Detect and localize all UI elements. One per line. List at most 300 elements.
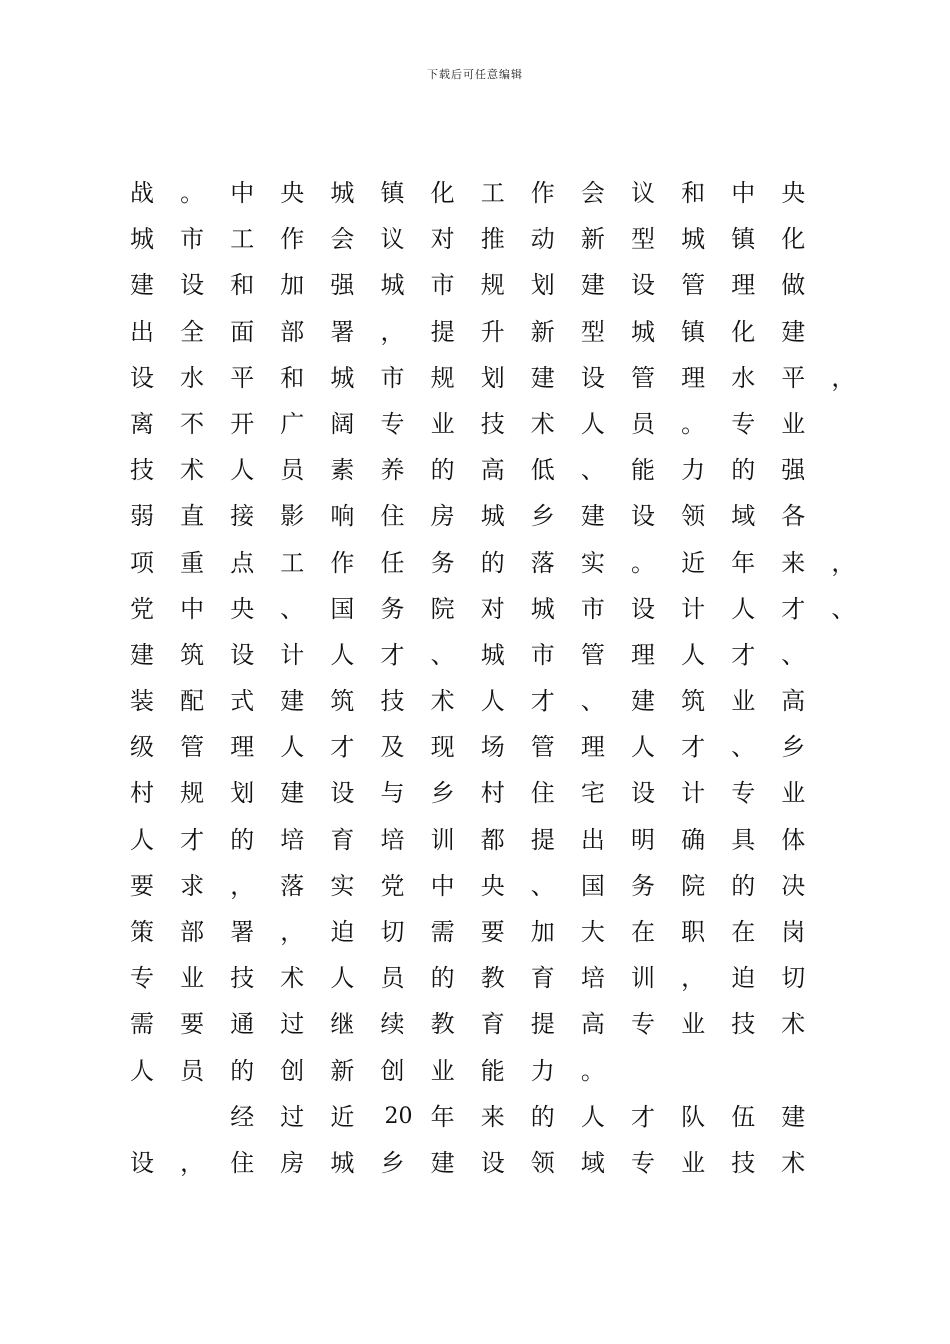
text-char: 术 <box>280 964 305 993</box>
text-char: 和 <box>681 179 706 207</box>
text-char: 。 <box>580 1056 605 1085</box>
text-char: 理 <box>731 271 756 300</box>
text-char: 对 <box>430 225 455 254</box>
text-char: 经 <box>230 1102 255 1131</box>
text-char: 央 <box>480 871 505 900</box>
text-char: 人 <box>580 1102 605 1131</box>
text-char: 、 <box>781 640 806 669</box>
text-char: 来 <box>781 548 806 577</box>
text-char: 市 <box>530 640 555 669</box>
text-char: 设 <box>631 502 655 531</box>
text-char: 设 <box>330 779 355 808</box>
text-char: 需 <box>430 918 455 946</box>
text-char: 落 <box>280 871 305 900</box>
text-char: 城 <box>330 179 355 207</box>
text-char: 城 <box>631 317 655 346</box>
text-char: 提 <box>430 317 455 346</box>
text-char: 中 <box>430 871 455 900</box>
text-char: 镇 <box>731 225 756 254</box>
text-line <box>128 170 848 216</box>
text-char: 策 <box>130 918 154 946</box>
text-char: 镇 <box>681 317 706 346</box>
text-char: 技 <box>230 964 255 993</box>
text-char: 的 <box>731 456 756 485</box>
text-char: 创 <box>280 1056 305 1085</box>
text-char: 署 <box>230 918 255 946</box>
text-char: 才 <box>380 640 405 669</box>
text-char: 员 <box>280 456 305 485</box>
text-char: 点 <box>230 548 255 577</box>
text-char: 和 <box>230 271 255 300</box>
text-char: 、 <box>280 594 305 623</box>
text-char: 才 <box>781 594 806 623</box>
text-char: 员 <box>631 409 655 438</box>
text-char: 确 <box>681 825 706 854</box>
text-line <box>128 401 848 447</box>
text-char: 设 <box>631 779 655 808</box>
text-char: 人 <box>330 640 355 669</box>
text-char: 市 <box>380 363 405 392</box>
text-char: 强 <box>330 271 355 300</box>
text-char: 央 <box>280 179 305 207</box>
text-char: 才 <box>731 640 756 669</box>
text-char: 推 <box>480 225 505 254</box>
text-line <box>128 724 848 770</box>
text-char: 城 <box>480 502 505 531</box>
text-char: 岗 <box>781 918 806 946</box>
text-char: 建 <box>580 502 605 531</box>
text-char: 人 <box>580 409 605 438</box>
text-char: 影 <box>280 502 305 531</box>
text-char: 与 <box>380 779 405 808</box>
text-char: 化 <box>731 317 756 346</box>
text-char: 计 <box>681 594 706 623</box>
text-char: 技 <box>480 409 505 438</box>
text-char: 人 <box>130 825 154 854</box>
text-char: 人 <box>731 594 756 623</box>
text-char: 素 <box>330 456 355 485</box>
text-char: 宅 <box>580 779 605 808</box>
text-char: 重 <box>180 548 205 577</box>
text-char: 年 <box>430 1102 455 1131</box>
text-char: 力 <box>530 1056 555 1085</box>
text-char: 升 <box>480 317 505 346</box>
text-char: 党 <box>380 871 405 900</box>
text-char: 村 <box>480 779 505 808</box>
text-char: 和 <box>280 363 305 392</box>
text-char: 要 <box>180 1010 205 1039</box>
text-char: 平 <box>781 363 806 392</box>
text-char: 人 <box>631 733 655 762</box>
text-char: 划 <box>480 363 505 392</box>
text-char: 的 <box>731 871 756 900</box>
text-line <box>128 817 848 863</box>
text-char: 大 <box>580 918 605 946</box>
text-char: 迫 <box>731 964 756 993</box>
text-char: 专 <box>631 1010 655 1039</box>
text-char: 教 <box>480 964 505 993</box>
text-char: 高 <box>480 456 505 485</box>
text-char: 人 <box>230 456 255 485</box>
text-char: 专 <box>380 409 405 438</box>
text-char: 中 <box>180 594 205 623</box>
text-line <box>128 955 848 1001</box>
text-char: 技 <box>380 687 405 716</box>
text-char: 术 <box>180 456 205 485</box>
text-char: 技 <box>731 1148 756 1177</box>
text-char: 才 <box>681 733 706 762</box>
text-char: 城 <box>330 363 355 392</box>
text-char: 市 <box>580 594 605 623</box>
text-char: 的 <box>530 1102 555 1131</box>
text-char: 出 <box>580 825 605 854</box>
text-char: 型 <box>580 317 605 346</box>
text-char: 设 <box>130 363 154 392</box>
text-char: ， <box>380 317 405 346</box>
text-char: 管 <box>580 640 605 669</box>
text-char: 域 <box>731 502 756 531</box>
text-char: 人 <box>130 1056 154 1085</box>
text-char: 会 <box>580 179 605 207</box>
text-char: 、 <box>580 687 605 716</box>
text-char: 部 <box>280 317 305 346</box>
text-char: 专 <box>731 409 756 438</box>
text-char: 术 <box>781 1148 806 1177</box>
text-char: 的 <box>430 456 455 485</box>
text-char: 弱 <box>130 502 154 531</box>
text-char: 及 <box>380 733 405 762</box>
text-char: 高 <box>580 1010 605 1039</box>
text-char: 现 <box>430 733 455 762</box>
text-char: 广 <box>280 409 305 438</box>
text-char: 管 <box>631 363 655 392</box>
text-char: ， <box>230 871 255 900</box>
text-char: 培 <box>280 825 305 854</box>
text-char: ， <box>831 548 856 577</box>
text-char: 划 <box>530 271 555 300</box>
text-char: 开 <box>230 409 255 438</box>
text-char: 职 <box>681 918 706 946</box>
text-char: 设 <box>580 363 605 392</box>
text-char: 接 <box>230 502 255 531</box>
text-char: 院 <box>430 594 455 623</box>
text-char: 直 <box>180 502 205 531</box>
text-line <box>128 493 848 539</box>
text-char: 力 <box>681 456 706 485</box>
text-char: 各 <box>781 502 806 531</box>
text-line <box>128 1140 848 1186</box>
text-char: 要 <box>130 871 154 900</box>
text-line <box>128 540 856 586</box>
text-char: 业 <box>681 1148 706 1177</box>
text-char: 装 <box>130 687 154 716</box>
text-char: 管 <box>681 271 706 300</box>
text-char: 业 <box>781 779 806 808</box>
text-char: 年 <box>731 548 756 577</box>
text-char: 计 <box>280 640 305 669</box>
text-char: 建 <box>130 640 154 669</box>
text-char: 技 <box>731 1010 756 1039</box>
text-char: 提 <box>530 1010 555 1039</box>
text-char: 离 <box>130 409 154 438</box>
text-char: 的 <box>480 548 505 577</box>
text-line <box>128 216 848 262</box>
text-char: 人 <box>330 964 355 993</box>
text-char: 都 <box>480 825 505 854</box>
text-line <box>128 309 848 355</box>
text-char: 术 <box>781 1010 806 1039</box>
text-char: 水 <box>731 363 756 392</box>
text-char: 建 <box>280 779 305 808</box>
text-char: 低 <box>530 456 555 485</box>
text-char: 做 <box>781 271 806 300</box>
text-char: 、 <box>530 871 555 900</box>
text-char: 20 <box>384 1103 413 1129</box>
text-char: 城 <box>530 594 555 623</box>
text-char: 才 <box>631 1102 655 1131</box>
text-char: 平 <box>230 363 255 392</box>
text-line <box>128 863 848 909</box>
text-char: 能 <box>480 1056 505 1085</box>
text-char: 专 <box>631 1148 655 1177</box>
text-char: 才 <box>330 733 355 762</box>
text-char: 落 <box>530 548 555 577</box>
text-char: 乡 <box>530 502 555 531</box>
text-char: 人 <box>681 640 706 669</box>
text-char: 建 <box>631 687 655 716</box>
text-char: 建 <box>280 687 305 716</box>
text-char: 工 <box>230 225 255 254</box>
text-char: 出 <box>130 317 154 346</box>
text-char: 理 <box>681 363 706 392</box>
text-char: 育 <box>530 964 555 993</box>
text-char: 城 <box>130 225 154 254</box>
text-char: 作 <box>530 179 555 207</box>
text-char: 筑 <box>681 687 706 716</box>
text-char: 对 <box>480 594 505 623</box>
page-header: 下载后可任意编辑 <box>427 68 523 81</box>
text-line <box>128 1001 848 1047</box>
text-char: 人 <box>280 733 305 762</box>
text-char: 训 <box>631 964 655 993</box>
text-char: 养 <box>380 456 405 485</box>
text-char: 业 <box>430 1056 455 1085</box>
text-char: 住 <box>530 779 555 808</box>
text-char: 续 <box>380 1010 405 1039</box>
text-line <box>128 355 856 401</box>
text-char: 域 <box>580 1148 605 1177</box>
text-char: 响 <box>330 502 355 531</box>
text-char: 作 <box>330 548 355 577</box>
text-char: 过 <box>280 1102 305 1131</box>
text-char: 近 <box>681 548 706 577</box>
text-char: 党 <box>130 594 154 623</box>
text-char: 技 <box>130 456 154 485</box>
text-char: 式 <box>230 687 255 716</box>
text-char: 。 <box>681 409 706 438</box>
text-char: 专 <box>731 779 756 808</box>
text-char: 设 <box>631 594 655 623</box>
text-char: 领 <box>530 1148 555 1177</box>
text-char: 业 <box>430 409 455 438</box>
text-char: 新 <box>330 1056 355 1085</box>
text-char: 市 <box>430 271 455 300</box>
text-char: 要 <box>480 918 505 946</box>
text-char: 村 <box>130 779 154 808</box>
text-char: 院 <box>681 871 706 900</box>
text-char: 决 <box>781 871 806 900</box>
text-char: 设 <box>180 271 205 300</box>
text-char: 员 <box>180 1056 205 1085</box>
text-char: 城 <box>480 640 505 669</box>
text-char: 乡 <box>781 733 806 762</box>
text-line <box>128 447 848 493</box>
text-char: 议 <box>631 179 655 207</box>
text-char: 通 <box>230 1010 255 1039</box>
text-char: 城 <box>681 225 706 254</box>
text-char: 创 <box>380 1056 405 1085</box>
text-char: 署 <box>330 317 355 346</box>
text-char: 建 <box>580 271 605 300</box>
text-char: 育 <box>480 1010 505 1039</box>
text-char: 培 <box>380 825 405 854</box>
text-char: 求 <box>180 871 205 900</box>
text-char: 建 <box>781 1102 806 1131</box>
text-char: ， <box>681 964 706 993</box>
text-line <box>128 678 848 724</box>
text-char: 领 <box>681 502 706 531</box>
text-char: 实 <box>580 548 605 577</box>
text-char: 乡 <box>380 1148 405 1177</box>
text-char: 新 <box>580 225 605 254</box>
body-text <box>128 170 856 1186</box>
text-line <box>128 632 848 678</box>
text-char: 中 <box>230 179 255 207</box>
text-char: 的 <box>230 825 255 854</box>
text-char: 房 <box>280 1148 305 1177</box>
text-char: 在 <box>631 918 655 946</box>
text-char: 设 <box>230 640 255 669</box>
text-char: 筑 <box>180 640 205 669</box>
text-char: ， <box>180 1148 205 1177</box>
text-char: 乡 <box>430 779 455 808</box>
text-char: 部 <box>180 918 205 946</box>
text-char: 实 <box>330 871 355 900</box>
text-char: 继 <box>330 1010 355 1039</box>
text-char: 不 <box>180 409 205 438</box>
text-char: 近 <box>330 1102 355 1131</box>
text-char: 房 <box>430 502 455 531</box>
text-char: 工 <box>280 548 305 577</box>
text-char: ， <box>280 918 305 946</box>
text-char: 场 <box>480 733 505 762</box>
text-char: 理 <box>631 640 655 669</box>
text-char: 、 <box>580 456 605 485</box>
text-char: 城 <box>330 1148 355 1177</box>
text-line <box>128 1048 848 1094</box>
text-char: 训 <box>430 825 455 854</box>
text-char: 会 <box>330 225 355 254</box>
text-char: 动 <box>530 225 555 254</box>
text-char: 战 <box>130 179 154 207</box>
text-char: 型 <box>631 225 655 254</box>
text-char: 议 <box>380 225 405 254</box>
text-char: 才 <box>180 825 205 854</box>
text-char: 新 <box>530 317 555 346</box>
text-char: 城 <box>380 271 405 300</box>
text-char: 业 <box>731 687 756 716</box>
text-char: 理 <box>230 733 255 762</box>
text-char: 专 <box>130 964 154 993</box>
text-char: 央 <box>781 179 806 207</box>
text-char: 能 <box>631 456 655 485</box>
text-line <box>128 1094 848 1140</box>
text-char: 建 <box>430 1148 455 1177</box>
text-char: 设 <box>631 271 655 300</box>
text-char: 术 <box>430 687 455 716</box>
text-char: 业 <box>681 1010 706 1039</box>
text-char: 水 <box>180 363 205 392</box>
text-char: 计 <box>681 779 706 808</box>
text-char: 人 <box>480 687 505 716</box>
text-char: 业 <box>180 964 205 993</box>
text-char: 全 <box>180 317 205 346</box>
text-line <box>128 909 848 955</box>
text-char: 工 <box>480 179 505 207</box>
text-char: 才 <box>530 687 555 716</box>
text-char: 体 <box>781 825 806 854</box>
text-char: 。 <box>180 179 205 207</box>
text-char: 提 <box>530 825 555 854</box>
text-char: 作 <box>280 225 305 254</box>
text-char: 国 <box>580 871 605 900</box>
text-char: 建 <box>130 271 154 300</box>
text-char: 迫 <box>330 918 355 946</box>
text-char: 理 <box>580 733 605 762</box>
text-char: 设 <box>130 1148 154 1177</box>
text-char: 强 <box>781 456 806 485</box>
text-char: 任 <box>380 548 405 577</box>
text-char: 过 <box>280 1010 305 1039</box>
text-char: 教 <box>430 1010 455 1039</box>
text-char: 管 <box>530 733 555 762</box>
text-char: 规 <box>180 779 205 808</box>
text-char: 住 <box>380 502 405 531</box>
text-char: 务 <box>380 594 405 623</box>
text-char: 规 <box>430 363 455 392</box>
text-char: 。 <box>631 548 655 577</box>
text-char: 员 <box>380 964 405 993</box>
text-char: 加 <box>280 271 305 300</box>
text-char: 项 <box>130 548 154 577</box>
text-char: 配 <box>180 687 205 716</box>
text-char: 的 <box>230 1056 255 1085</box>
text-char: 术 <box>530 409 555 438</box>
text-char: 需 <box>130 1010 154 1039</box>
text-char: 住 <box>230 1148 255 1177</box>
text-char: 加 <box>530 918 555 946</box>
text-char: 中 <box>731 179 756 207</box>
text-char: 明 <box>631 825 655 854</box>
text-char: ， <box>831 363 856 392</box>
text-char: 建 <box>781 317 806 346</box>
text-char: 、 <box>831 594 856 623</box>
text-char: 来 <box>480 1102 505 1131</box>
text-char: 化 <box>430 179 455 207</box>
text-char: 设 <box>480 1148 505 1177</box>
text-char: 切 <box>781 964 806 993</box>
text-char: 划 <box>230 779 255 808</box>
